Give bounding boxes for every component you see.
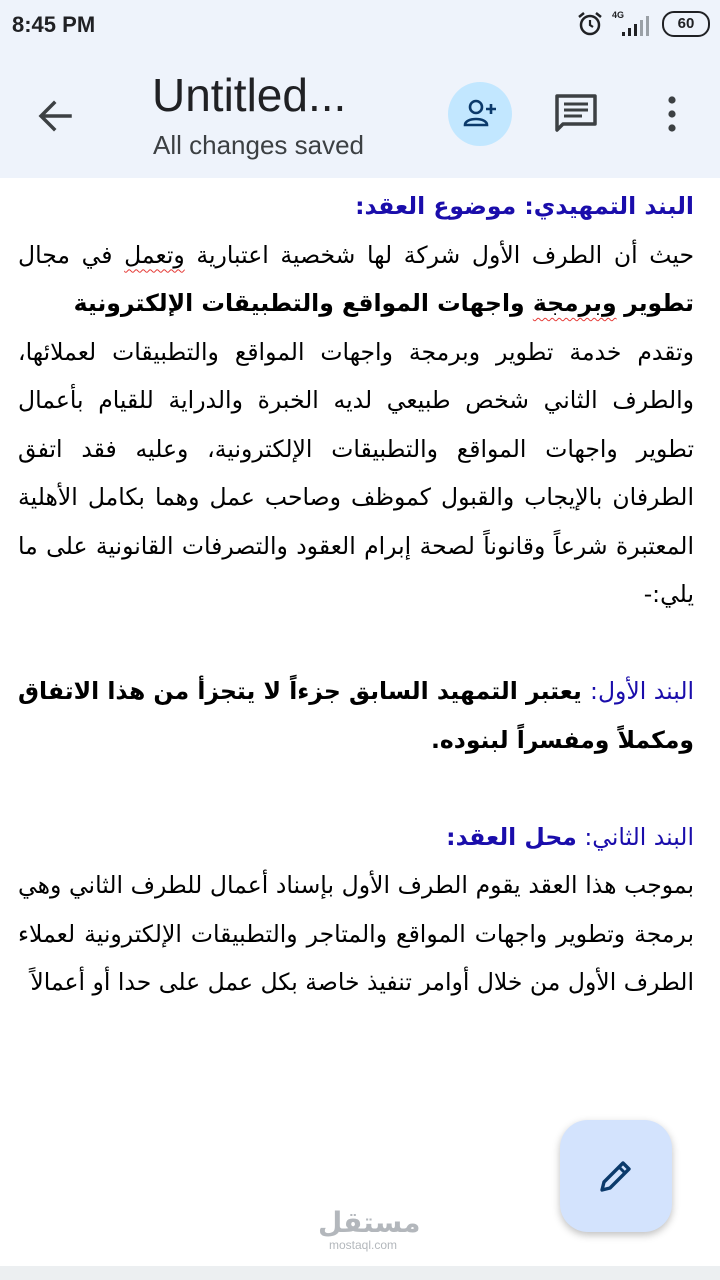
back-arrow-icon[interactable]: [30, 90, 82, 142]
battery-icon: 60: [662, 11, 710, 37]
add-person-icon: [462, 96, 498, 132]
document-body[interactable]: [18, 182, 694, 1162]
watermark-arabic: مستقل: [318, 1206, 421, 1239]
clause-1-text: يعتبر التمهيد السابق جزءاً لا يتجزأ من هذا الاتفاق ومكملاً ومفسراً لبنوده.: [18, 677, 694, 754]
blank-line: [18, 764, 694, 813]
intro-text-b: وتعمل: [124, 240, 185, 269]
status-bar: [0, 0, 720, 52]
watermark-logo: [318, 1206, 421, 1252]
status-time: 8:45 PM: [12, 12, 96, 37]
document-title[interactable]: Untitled...: [152, 69, 347, 121]
intro-text-a: حيث أن الطرف الأول شركة لها شخصية اعتبارية: [196, 240, 694, 269]
intro-paragraph-2: وتقدم خدمة تطوير وبرمجة واجهات المواقع والتطبيقات لعملائها، والطرف الثاني شخص طبيعي لديه الخبرة والدراية للقيام بأعمال تطوير واجهات المواقع والتطبيقات الإلكترونية، وعليه فقد اتفق الطرفان بالإيجاب والقبول كموظف وصاحب عمل وهما بكامل الأهلية المعتبرة شرعاً وقانوناً لصحة إبرام العقود والتصرفات القانونية على ما يلي:-: [18, 337, 694, 608]
status-icons: [576, 10, 710, 38]
clause-2-heading: [18, 813, 694, 862]
clause-2-label: البند الثاني:: [576, 822, 694, 851]
watermark-latin: mostaql.com: [328, 1238, 398, 1252]
intro-text-g: واجهات المواقع والتطبيقات الإلكترونية: [73, 289, 533, 317]
app-bar: [0, 52, 720, 178]
comment-icon[interactable]: [552, 90, 600, 138]
clause-1-label: البند الأول:: [590, 677, 694, 705]
intro-text-e: [617, 289, 624, 317]
edit-button[interactable]: [560, 1120, 672, 1232]
intro-heading: البند التمهيدي: موضوع العقد:: [355, 192, 694, 220]
share-button[interactable]: [448, 82, 512, 146]
bottom-edge: [0, 1266, 720, 1280]
intro-text-d: تطوير: [624, 289, 694, 317]
signal-icon: [612, 10, 654, 38]
more-vert-icon[interactable]: [652, 90, 692, 138]
intro-text-c: في مجال: [18, 240, 125, 269]
save-status: All changes saved: [153, 130, 365, 160]
blank-line: [18, 619, 694, 668]
clause-1: [18, 667, 694, 764]
edit-pencil-icon: [594, 1154, 638, 1198]
clause-2-subject: محل العقد:: [446, 822, 577, 851]
intro-paragraph: [18, 231, 694, 328]
clause-2-text: بموجب هذا العقد يقوم الطرف الأول بإسناد أعمال للطرف الثاني وهي برمجة وتطوير واجهات المواقع والمتاجر والتطبيقات الإلكترونية لعملاء الطرف الأول من خلال أوامر تنفيذ خاصة بكل عمل على حدا أو أعمالاً: [18, 871, 694, 996]
network-type: 4G: [612, 10, 625, 20]
intro-text-f: وبرمجة: [532, 289, 617, 317]
alarm-icon: [576, 10, 604, 38]
